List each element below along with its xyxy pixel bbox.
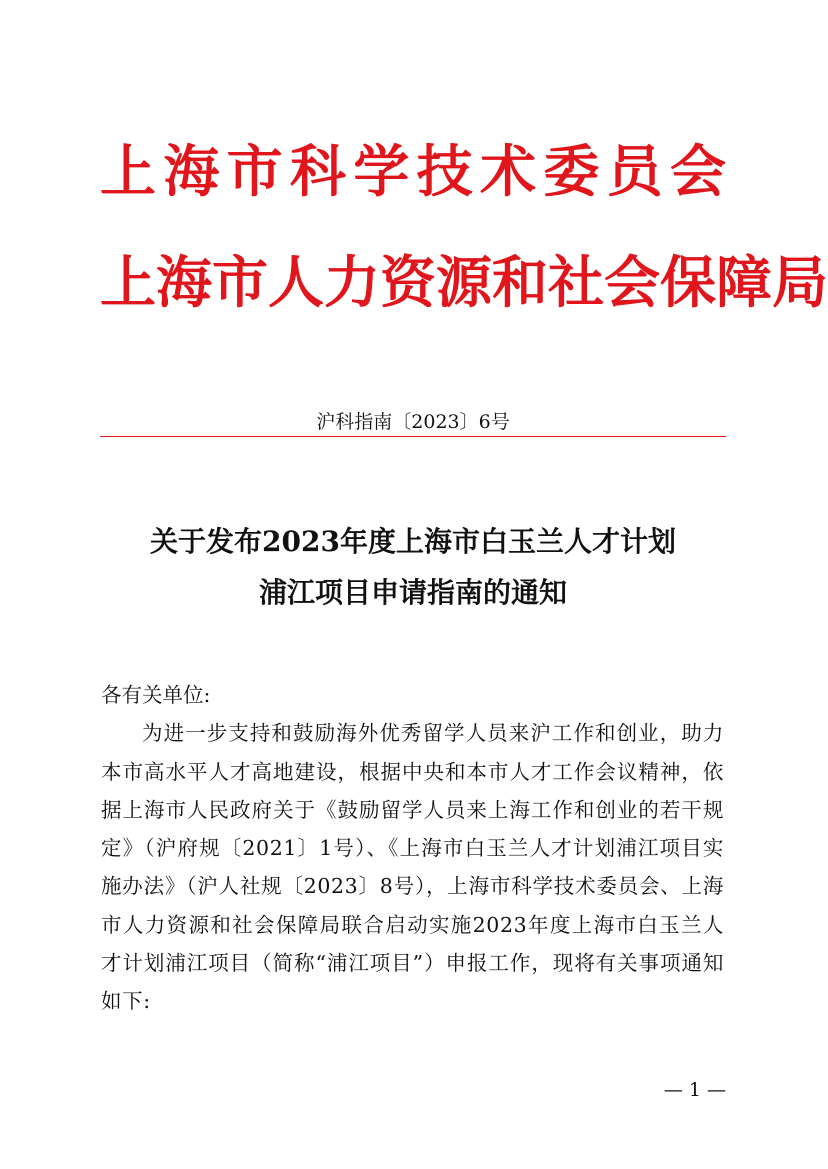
red-separator-line <box>100 436 726 437</box>
document-body <box>101 676 724 1021</box>
page-number: — 1 — <box>663 1079 726 1101</box>
issuing-org-name-1: 上海市科学技术委员会 <box>100 140 726 205</box>
salutation: 各有关单位: <box>101 683 211 707</box>
document-number: 沪科指南〔2023〕6号 <box>316 411 510 433</box>
notice-title-line-2: 浦江项目申请指南的通知 <box>258 576 567 609</box>
notice-title-line-1: 关于发布2023年度上海市白玉兰人才计划 <box>150 525 676 558</box>
body-paragraph: 为进一步支持和鼓励海外优秀留学人员来沪工作和创业，助力本市高水平人才高地建设，根据中央和本市人才工作会议精神，依据上海市人民政府关于《鼓励留学人员来上海工作和创业的若干规定》（沪府规〔2021〕1号）、《上海市白玉兰人才计划浦江项目实施办法》（沪人社规〔2023〕8号），上海市科学技术委员会、上海市人力资源和社会保障局联合启动实施2023年度上海市白玉兰人才计划浦江项目（简称“浦江项目”）申报工作，现将有关事项通知如下: <box>101 721 724 1014</box>
issuing-org-name-2: 上海市人力资源和社会保障局 <box>100 251 828 316</box>
